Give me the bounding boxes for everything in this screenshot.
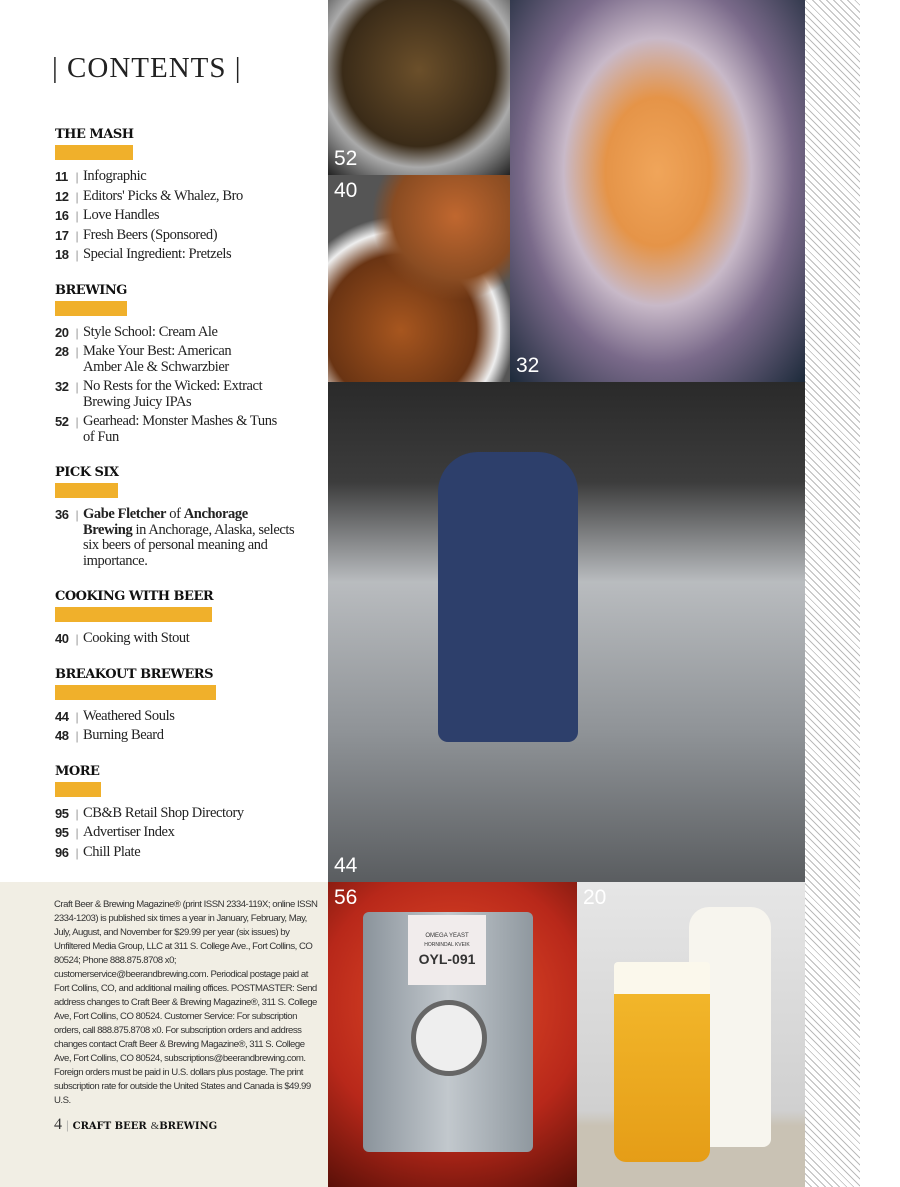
accent-bar (55, 782, 101, 797)
toc-item[interactable]: 52 | Gearhead: Monster Mashes & Tuns of Fun (55, 414, 280, 445)
of-text: of (169, 506, 181, 522)
toc-item[interactable]: 95 | CB&B Retail Shop Directory (55, 806, 320, 822)
photo-mash-tun[interactable] (328, 0, 510, 175)
item-title: Cooking with Stout (83, 630, 190, 646)
magazine-ampersand: & (150, 1120, 160, 1132)
pouch-strain: HORNINDAL KVEIK (424, 941, 470, 948)
item-title: Gearhead: Monster Mashes & Tuns of Fun (83, 413, 277, 445)
toc-item[interactable]: 32 | No Rests for the Wicked: Extract Brewing Juicy IPAs (55, 379, 270, 410)
page-number: 18 (55, 247, 69, 262)
item-title: Burning Beard (83, 727, 164, 743)
page-number: 95 (55, 825, 69, 840)
legal-text: Craft Beer & Brewing Magazine® (print ISSN 2334-119X; online ISSN 2334-1203) is published six times a year in January, February, May, July, August, and November for $29.99 per year (six issues) by Unfiltered Media Group, LLC at 311 S. College Ave., Fort Collins, CO 80524; Phone 888.875.8708 x0; customerservice@beerandbrewing.com. Periodical postage paid at Fort Collins, CO, and additional mailing offices. POSTMASTER: Send address changes to Craft Beer & Brewing Magazine®, 311 S. College Ave, Fort Collins, CO 80524. Customer Service: For subscription orders, call 888.875.8708 x0. For subscription orders and address changes contact Craft Beer & Brewing Magazine®, 311 S. College Ave, Fort Collins, CO 80524, subscriptions@beerandbrewing.com. Foreign orders must be paid in U.S. dollars plus postage. The print subscription rate for outside the United States and Canada is $49.99 U.S. (54, 899, 318, 1106)
table-of-contents (55, 127, 323, 864)
toc-item[interactable]: 36 | Gabe Fletcher of Anchorage Brewing in Anchorage, Alaska, selects six beers of personal meaning and importance. (55, 506, 295, 569)
toc-item[interactable]: 20 | Style School: Cream Ale (55, 325, 320, 341)
toc-item[interactable]: 28 | Make Your Best: American Amber Ale & Schwarzbier (55, 344, 270, 375)
section-breakout-brewers (55, 667, 320, 748)
section-heading: PICK SIX (55, 465, 119, 480)
magazine-name: CRAFT BEER (72, 1121, 147, 1132)
item-title: Fresh Beers (Sponsored) (83, 226, 218, 243)
toc-item[interactable]: 48 | Burning Beard (55, 728, 320, 744)
photo-page-label: 52 (334, 147, 358, 170)
page-number: 12 (55, 188, 69, 204)
page-number: 95 (55, 805, 69, 821)
item-title: CB&B Retail Shop Directory (83, 804, 244, 821)
brewer-figure (438, 452, 578, 742)
item-title: Special Ingredient: Pretzels (83, 246, 232, 262)
page-number: 40 (55, 631, 69, 646)
thermometer-gauge (411, 1000, 487, 1076)
item-title: Advertiser Index (83, 824, 175, 840)
item-title: Chill Plate (83, 843, 141, 860)
section-heading: BREAKOUT BREWERS (55, 666, 213, 682)
page-number: 17 (55, 227, 69, 243)
masthead-footer (0, 882, 328, 1187)
toc-item[interactable]: 96 | Chill Plate (55, 845, 320, 861)
item-title: Infographic (83, 168, 147, 184)
page-number: 20 (55, 324, 69, 340)
accent-bar (55, 607, 212, 622)
photo-cream-ale[interactable] (577, 882, 805, 1187)
pouch-brand: OMEGA YEAST (425, 932, 469, 939)
photo-brewer-gabe-fletcher[interactable] (328, 382, 805, 882)
item-title: Editors' Picks & Whalez, Bro (83, 187, 243, 204)
toc-item[interactable]: 17 | Fresh Beers (Sponsored) (55, 228, 320, 244)
item-title: Weathered Souls (83, 707, 175, 724)
magazine-name-2: BREWING (159, 1121, 218, 1132)
section-heading: THE MASH (55, 127, 134, 142)
item-title: Style School: Cream Ale (83, 323, 218, 340)
page-number: 28 (55, 344, 69, 359)
section-pick-six (55, 465, 320, 573)
accent-bar (55, 483, 118, 498)
item-title: Make Your Best: American Amber Ale & Schwarzbier (83, 343, 232, 375)
photo-page-label: 56 (334, 886, 358, 909)
contents-column (0, 0, 328, 882)
brewer-name: Gabe Fletcher (83, 506, 166, 522)
photo-yeast-pouch[interactable] (328, 882, 577, 1187)
decorative-stripes (805, 0, 860, 1187)
yeast-pouch (363, 912, 533, 1152)
photo-ipa-glass[interactable] (510, 0, 805, 382)
section-cooking-with-beer (55, 589, 320, 651)
accent-bar (55, 145, 133, 160)
photo-stout-dish[interactable] (328, 175, 510, 382)
pouch-label (408, 915, 486, 985)
section-brewing (55, 283, 320, 450)
folio-separator: | (66, 1117, 69, 1132)
photo-page-label: 40 (334, 179, 358, 202)
toc-item[interactable]: 18 | Special Ingredient: Pretzels (55, 247, 320, 263)
page-title: | CONTENTS | (52, 52, 242, 84)
page-number: 48 (55, 728, 69, 743)
page-number: 52 (55, 414, 69, 429)
toc-item[interactable]: 12 | Editors' Picks & Whalez, Bro (55, 189, 320, 205)
toc-item[interactable]: 95 | Advertiser Index (55, 825, 320, 841)
section-heading: BREWING (55, 282, 127, 298)
photo-page-label: 32 (516, 354, 540, 377)
accent-bar (55, 301, 127, 316)
page-number: 32 (55, 379, 69, 394)
page-number: 44 (55, 708, 69, 724)
section-the-mash (55, 127, 320, 267)
accent-bar (55, 685, 216, 700)
page-number: 96 (55, 844, 69, 860)
toc-item[interactable]: 44 | Weathered Souls (55, 709, 320, 725)
folio (54, 1116, 322, 1136)
brewery-name: Anchorage Brewing (83, 506, 248, 538)
item-title: No Rests for the Wicked: Extract Brewing Juicy IPAs (83, 378, 263, 410)
section-heading: MORE (55, 763, 100, 779)
section-more (55, 764, 320, 865)
section-heading: COOKING WITH BEER (55, 589, 214, 604)
folio-page-number: 4 (54, 1116, 62, 1133)
toc-item[interactable]: 11 | Infographic (55, 169, 320, 185)
page-number: 16 (55, 208, 69, 223)
toc-item[interactable]: 16 | Love Handles (55, 208, 320, 224)
page-number: 11 (55, 169, 68, 184)
toc-item[interactable]: 40 | Cooking with Stout (55, 631, 320, 647)
photo-page-label: 44 (334, 854, 358, 877)
item-description: in Anchorage, Alaska, selects six beers of personal meaning and importance. (83, 521, 295, 569)
beer-glass (614, 962, 710, 1162)
item-title: Love Handles (83, 207, 160, 223)
pouch-code: OYL-091 (418, 951, 476, 968)
photo-page-label: 20 (583, 886, 607, 909)
page-number: 36 (55, 507, 69, 522)
